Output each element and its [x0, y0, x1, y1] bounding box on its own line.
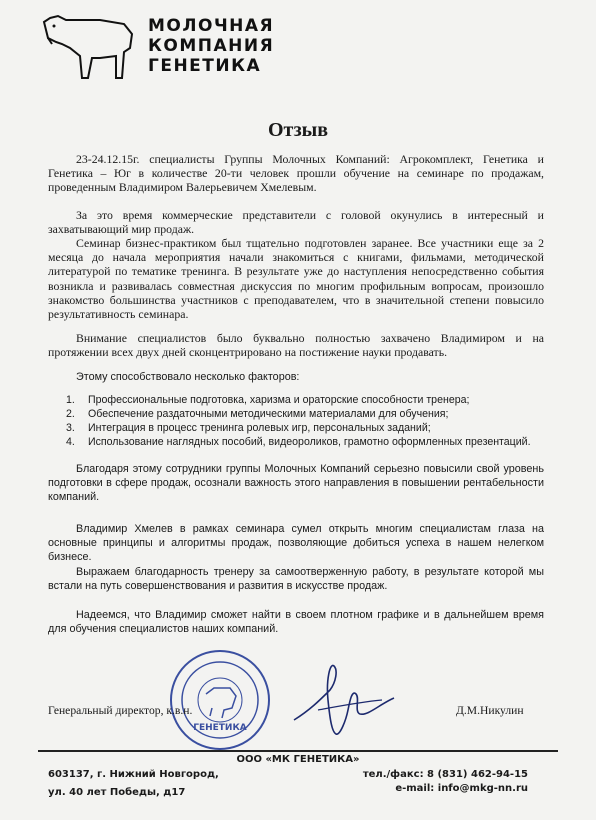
- list-item-number: 1.: [66, 394, 75, 406]
- footer-address: [48, 766, 219, 802]
- paragraph-2: За это время коммерческие представители с головой окунулись в интересный и захватывающий мир продаж.: [48, 208, 544, 237]
- signer-name: Д.М.Никулин: [456, 704, 524, 717]
- list-item: [66, 435, 536, 449]
- list-item-text: Интеграция в процесс тренинга ролевых игр, персональных заданий;: [88, 422, 431, 434]
- handwritten-signature: [290, 660, 400, 745]
- factors-list: [66, 393, 536, 449]
- stamp-text: ГЕНЕТИКА: [193, 723, 247, 733]
- cow-icon: [40, 8, 140, 82]
- document-title: Отзыв: [267, 119, 329, 141]
- footer-contact: [363, 768, 528, 796]
- logo-line-3: ГЕНЕТИКА: [148, 56, 262, 76]
- paragraph-1: 23-24.12.15г. специалисты Группы Молочных Компаний: Агрокомплект, Генетика и Генетика – Юг в количестве 20-ти человек прошли обучение на семинаре по продажам, проведенным Владимиром Валерьевичем Хмелевым.: [48, 152, 544, 195]
- address-line-2: ул. 40 лет Победы, д17: [48, 787, 186, 798]
- paragraph-7: Владимир Хмелев в рамках семинара сумел открыть многим специалистам глаза на основные принципы и алгоритмы продаж, позволяющие добиться успеха в нашем нелегком бизнесе.: [48, 523, 544, 563]
- list-item-text: Использование наглядных пособий, видеороликов, грамотно оформленных презентаций.: [88, 436, 531, 448]
- logo-line-2: КОМПАНИЯ: [148, 36, 275, 56]
- footer-phone: тел./факс: 8 (831) 462-94-15: [362, 769, 528, 780]
- list-item-number: 3.: [66, 422, 75, 434]
- paragraph-5: Этому способствовало несколько факторов:: [76, 371, 300, 383]
- list-item: [66, 407, 536, 421]
- director-position: Генеральный директор, к.в.н.: [48, 704, 193, 717]
- list-item: [66, 393, 536, 407]
- company-logo: [40, 6, 300, 86]
- list-item-number: 2.: [66, 408, 75, 420]
- paragraph-9: Надеемся, что Владимир сможет найти в своем плотном графике и в дальнейшем время для обучения специалистов наших компаний.: [48, 609, 544, 635]
- list-item-text: Профессиональные подготовка, харизма и ораторские способности тренера;: [88, 394, 470, 406]
- list-item-number: 4.: [66, 436, 75, 448]
- company-stamp: [168, 648, 272, 757]
- paragraph-6: Благодаря этому сотрудники группы Молочных Компаний серьезно повысили свой уровень подготовки в сфере продаж, осознали важность этого направления в повышении рентабельности компаний.: [48, 463, 544, 503]
- list-item-text: Обеспечение раздаточными методическими материалами для обучения;: [88, 408, 449, 420]
- list-item: [66, 421, 536, 435]
- paragraph-3: Семинар бизнес-практиком был тщательно подготовлен заранее. Все участники еще за 2 месяца до начала мероприятия начали знакомиться с книгами, фильмами, методической литературой по тематике тренинга. В результате уже до наступления непосредственно события возникла и развивалась совместная дискуссия по многим профильным вопросам, произошло знакомство большинства участников с преподавателем, что в значительной степени повысило результативность семинара.: [48, 236, 544, 322]
- logo-line-1: МОЛОЧНАЯ: [148, 16, 275, 36]
- footer-company: ООО «МК ГЕНЕТИКА»: [236, 754, 360, 765]
- footer-divider: [38, 750, 558, 752]
- paragraph-4: Внимание специалистов было буквально полностью захвачено Владимиром и на протяжении всех двух дней сконцентрировано на постижение науки продавать.: [48, 331, 544, 360]
- address-line-1: 603137, г. Нижний Новгород,: [48, 769, 219, 780]
- footer-email: e-mail: info@mkg-nn.ru: [395, 783, 528, 794]
- paragraph-8: Выражаем благодарность тренеру за самоотверженную работу, в результате которой мы встали на путь совершенствования и развития в искусстве продаж.: [48, 566, 544, 592]
